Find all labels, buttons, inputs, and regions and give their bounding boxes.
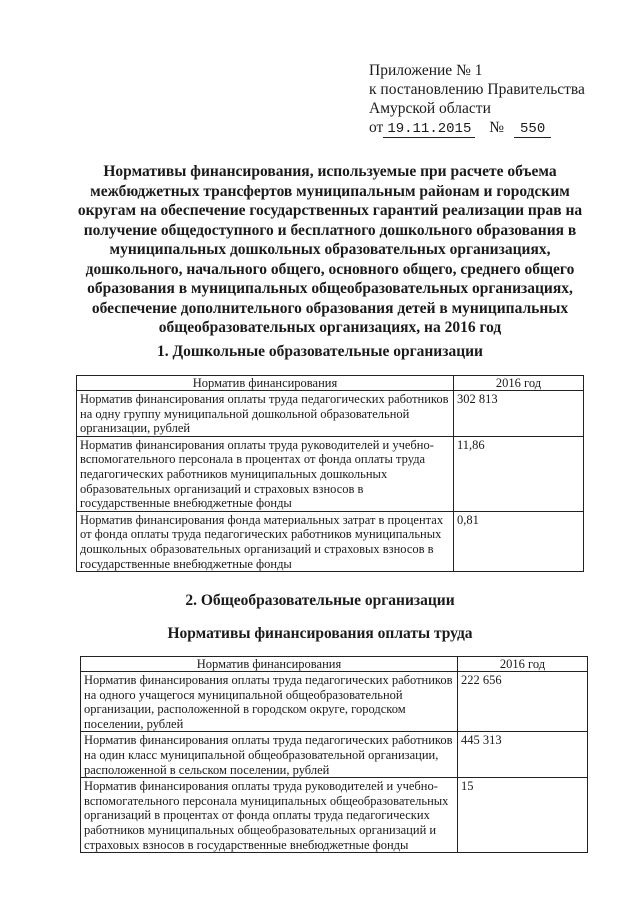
resolution-number: 550	[514, 121, 551, 138]
resolution-date: 19.11.2015	[383, 121, 475, 138]
column-header: 2016 год	[458, 657, 588, 672]
table-header-row	[81, 657, 588, 672]
column-header: Норматив финансирования	[81, 657, 458, 672]
norm-name: Норматив финансирования оплаты труда руководителей и учебно-вспомогательного персонала в процентах от фонда оплаты труда педагогических работников муниципальных дошкольных образовательных организаций и страховых взносов в государственные внебюджетные фонды	[77, 436, 454, 511]
table-header-row	[77, 376, 584, 391]
appendix-number: Приложение № 1	[369, 62, 483, 79]
preschool-table	[76, 375, 584, 572]
section1-heading: 1. Дошкольные образовательные организации	[156, 343, 483, 360]
norm-value: 445 313	[458, 732, 588, 778]
norm-value: 302 813	[454, 391, 584, 437]
appendix-block	[369, 61, 585, 139]
appendix-region: Амурской области	[369, 100, 491, 117]
number-prefix: №	[489, 119, 505, 136]
column-header: Норматив финансирования	[77, 376, 454, 391]
document-title: Нормативы финансирования, используемые при расчете объема межбюджетных трансфертов муниципальным районам и городским округам на обеспечение государственных гарантий реализации прав на получение общедоступного и бесплатного дошкольного образования в муниципальных дошкольных образовательных организациях, дошкольного, начального общего, основного общего, среднего общего образования в муниципальных общеобразовательных организациях, обеспечение дополнительного образования детей в муниципальных общеобразовательных организациях, на 2016 год	[77, 163, 583, 336]
table-row	[81, 672, 588, 732]
column-header: 2016 год	[454, 376, 584, 391]
norm-name: Норматив финансирования фонда материальных затрат в процентах от фонда оплаты труда педагогических работников муниципальных дошкольных образовательных организаций и страховых взносов в государственные внебюджетные фонды	[77, 511, 454, 571]
norm-value: 11,86	[454, 436, 584, 511]
norm-value: 15	[458, 778, 588, 853]
table-row	[81, 778, 588, 853]
section2-heading: 2. Общеобразовательные организации	[185, 592, 455, 609]
date-prefix: от	[369, 119, 384, 136]
table-row	[77, 436, 584, 511]
norm-name: Норматив финансирования оплаты труда руководителей и учебно-вспомогательного персонала муниципальных общеобразовательных организаций в процентах от фонда оплаты труда педагогических работников муниципальных общеобразовательных организаций и страховых взносов в государственные внебюджетные фонды	[81, 778, 458, 853]
table-row	[81, 732, 588, 778]
table-row	[77, 391, 584, 437]
norm-name: Норматив финансирования оплаты труда педагогических работников на одного учащегося муниципальной общеобразовательной организации, расположенной в городском округе, городском поселении, рублей	[81, 672, 458, 732]
norm-value: 222 656	[458, 672, 588, 732]
appendix-resolution: к постановлению Правительства	[369, 81, 585, 98]
norm-value: 0,81	[454, 511, 584, 571]
table-row	[77, 511, 584, 571]
appendix-date-line	[369, 118, 585, 139]
section2-subheading: Нормативы финансирования оплаты труда	[167, 625, 473, 642]
norm-name: Норматив финансирования оплаты труда педагогических работников на один класс муниципальной общеобразовательной организации, расположенной в сельском поселении, рублей	[81, 732, 458, 778]
norm-name: Норматив финансирования оплаты труда педагогических работников на одну группу муниципальной дошкольной образовательной организации, рублей	[77, 391, 454, 437]
general-education-table	[80, 656, 588, 853]
